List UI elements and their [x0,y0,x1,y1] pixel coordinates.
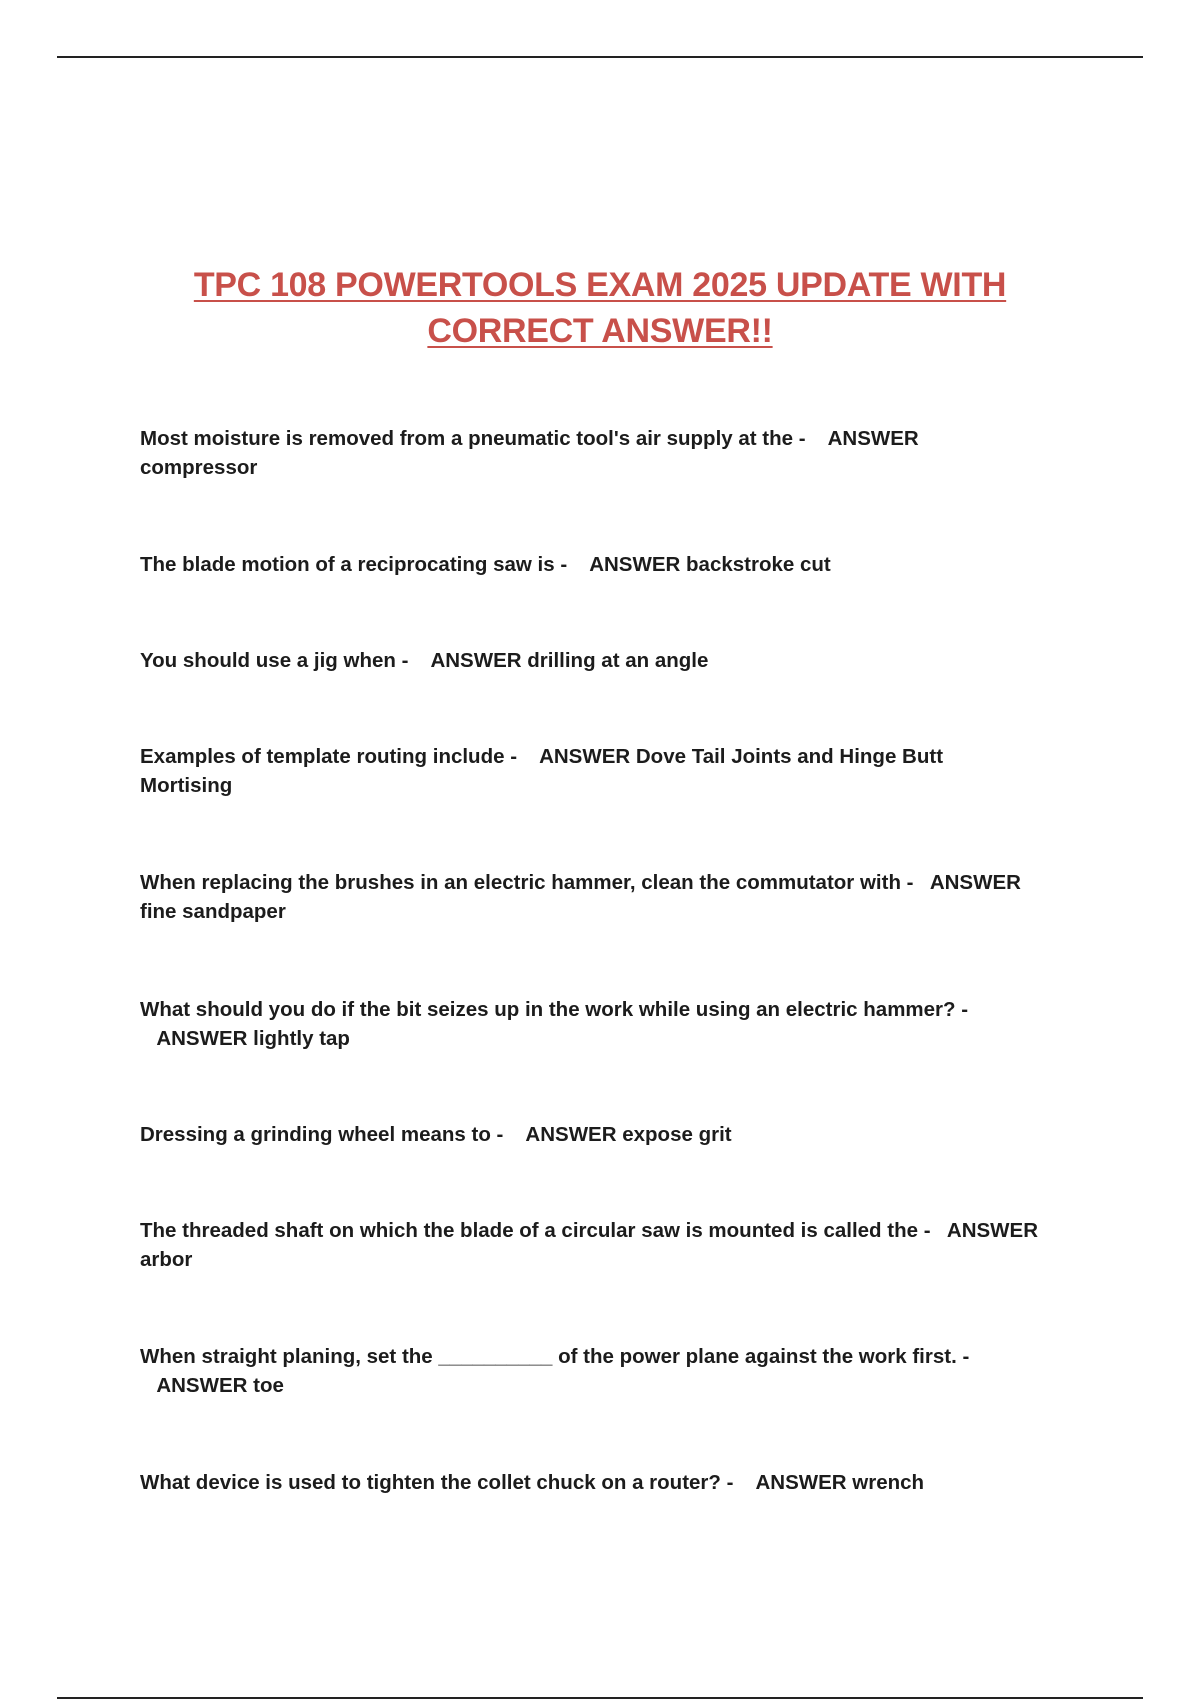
top-rule [57,56,1143,58]
question-text: The blade motion of a reciprocating saw is - [140,553,568,576]
title-line-1: TPC 108 POWERTOOLS EXAM 2025 UPDATE WITH [193,266,1007,304]
question-text: When straight planing, set the __________ of the power plane against the work first. - [140,1345,970,1368]
answer-text: backstroke cut [686,553,831,576]
question-text: The threaded shaft on which the blade of a circular saw is mounted is called the - [140,1219,931,1242]
question-text: When replacing the brushes in an electric hammer, clean the commutator with - [140,871,914,894]
answer-text: Dove Tail Joints and Hinge Butt Mortising [140,745,944,797]
answer-text: compressor [140,456,258,479]
question-text: You should use a jig when - [140,649,409,672]
qa-item [140,1468,1040,1497]
question-text: Examples of template routing include - [140,745,518,768]
document-title [0,262,1200,354]
qa-item [140,424,1040,482]
answer-label: ANSWER [946,1219,1038,1242]
question-text: What should you do if the bit seizes up in the work while using an electric hammer? - [140,998,969,1021]
answer-label: ANSWER [430,649,522,672]
qa-item [140,646,1040,675]
answer-text: expose grit [622,1123,732,1146]
answer-text: drilling at an angle [527,649,709,672]
answer-label: ANSWER [156,1374,248,1397]
question-text: What device is used to tighten the collet chuck on a router? - [140,1471,734,1494]
answer-label: ANSWER [539,745,631,768]
question-text: Most moisture is removed from a pneumatic tool's air supply at the - [140,427,806,450]
qa-item [140,1216,1040,1274]
answer-label: ANSWER [589,553,681,576]
qa-item [140,1342,1040,1400]
qa-item [140,742,1040,800]
answer-label: ANSWER [755,1471,847,1494]
qa-item [140,995,1040,1053]
answer-label: ANSWER [156,1027,248,1050]
qa-item [140,550,1040,579]
qa-item [140,868,1040,926]
title-line-2: CORRECT ANSWER!! [427,312,773,350]
answer-label: ANSWER [827,427,919,450]
answer-text: lightly tap [253,1027,350,1050]
bottom-rule [57,1697,1143,1699]
answer-text: wrench [852,1471,925,1494]
answer-label: ANSWER [525,1123,617,1146]
qa-item [140,1120,1040,1149]
question-text: Dressing a grinding wheel means to - [140,1123,504,1146]
answer-text: fine sandpaper [140,900,286,923]
answer-text: toe [253,1374,284,1397]
answer-text: arbor [140,1248,193,1271]
answer-label: ANSWER [929,871,1021,894]
